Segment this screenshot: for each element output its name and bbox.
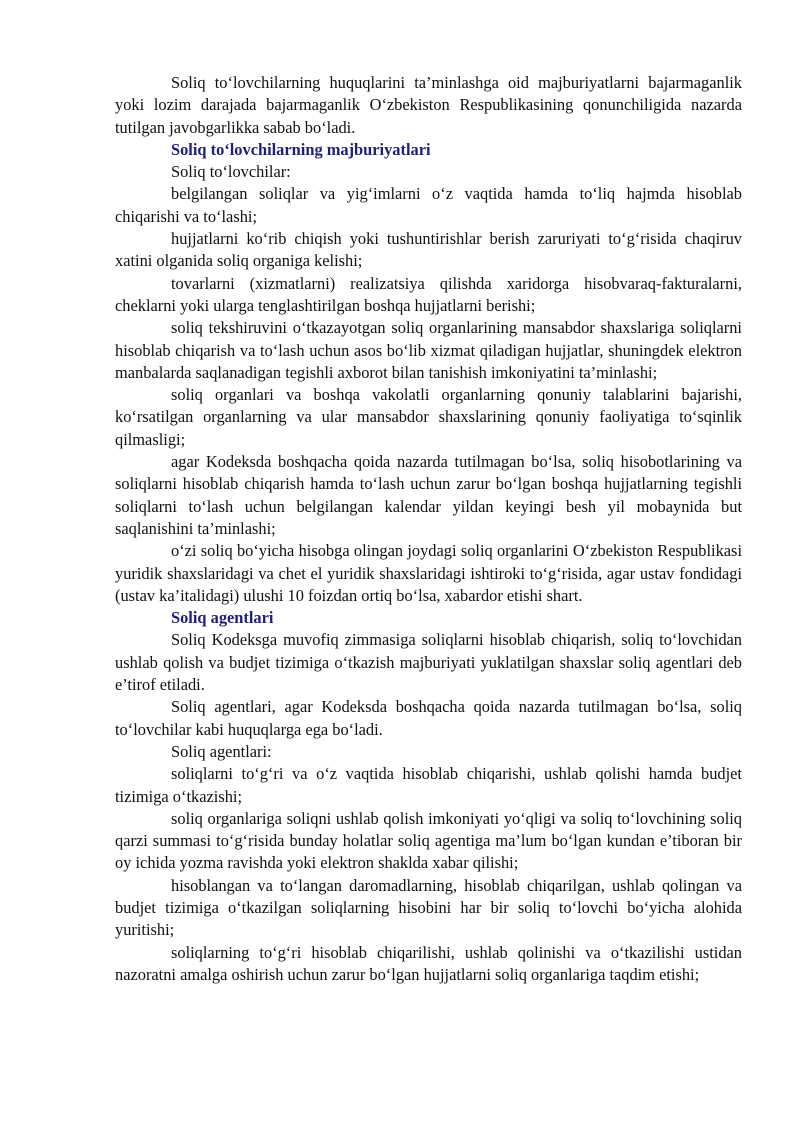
document-page	[115, 72, 742, 986]
list-item-agent-obligation: soliqlarning to‘g‘ri hisoblab chiqarilishi, ushlab qolinishi va o‘tkazilishi ustidan nazoratni amalga oshirish uchun zarur bo‘lgan hujjatlarni soliq organlariga taqdim etishi;	[115, 942, 742, 984]
paragraph-taxpayers-lead: Soliq to‘lovchilar:	[171, 162, 291, 182]
list-item-obligation: hujjatlarni ko‘rib chiqish yoki tushuntirishlar berish zaruriyati to‘g‘risida chaqiruv xatini olganida soliq organiga kelishi;	[115, 229, 742, 271]
list-item-obligation: tovarlarni (xizmatlarni) realizatsiya qilishda xaridorga hisobvaraq-fakturalarni, cheklarni yoki ularga tenglashtirilgan boshqa hujjatlarni berishi;	[115, 273, 742, 315]
paragraph-tax-agents-lead: Soliq agentlari:	[171, 741, 272, 761]
section-heading-taxpayer-obligations: Soliq to‘lovchilarning majburiyatlari	[171, 139, 431, 159]
list-item-obligation: belgilangan soliqlar va yig‘imlarni o‘z vaqtida hamda to‘liq hajmda hisoblab chiqarishi va to‘lashi;	[115, 184, 742, 226]
list-item-agent-obligation: soliqlarni to‘g‘ri va o‘z vaqtida hisoblab chiqarishi, ushlab qolishi hamda budjet tizimiga o‘tkazishi;	[115, 764, 742, 806]
paragraph-tax-agents-rights: Soliq agentlari, agar Kodeksda boshqacha qoida nazarda tutilmagan bo‘lsa, soliq to‘lovchilar kabi huquqlarga ega bo‘ladi.	[115, 697, 742, 739]
list-item-agent-obligation: soliq organlariga soliqni ushlab qolish imkoniyati yo‘qligi va soliq to‘lovchining soliq qarzi summasi to‘g‘risida bunday holatlar soliq agentiga ma’lum bo‘lgan kundan e’tiboran bir oy ichida yozma ravishda yoki elektron shaklda xabar qilishi;	[115, 808, 742, 873]
list-item-obligation: o‘zi soliq bo‘yicha hisobga olingan joydagi soliq organlarini O‘zbekiston Respublikasi yuridik shaxslaridagi va chet el yuridik shaxslaridagi ishtiroki to‘g‘risida, agar ustav fondidagi (ustav ka’italidagi) ulushi 10 foizdan ortiq bo‘lsa, xabardor etishi shart.	[115, 541, 742, 605]
section-heading-tax-agents: Soliq agentlari	[171, 608, 274, 628]
list-item-obligation: soliq organlari va boshqa vakolatli organlarning qonuniy talablarini bajarishi, ko‘rsatilgan organlarning va ular mansabdor shaxslarining qonuniy faoliyatiga to‘sqinlik qilmasligi;	[115, 385, 742, 449]
paragraph-tax-agents-definition: Soliq Kodeksga muvofiq zimmasiga soliqlarni hisoblab chiqarish, soliq to‘lovchidan ushlab qolish va budjet tizimiga o‘tkazish majburiyati yuklatilgan shaxslar soliq agentlari deb e’tirof etiladi.	[115, 630, 742, 695]
list-item-obligation: soliq tekshiruvini o‘tkazayotgan soliq organlarining mansabdor shaxslariga soliqlarni hisoblab chiqarish va to‘lash uchun asos bo‘lib xizmat qiladigan hujjatlar, shuningdek elektron manbalarda saqlanadigan tegishli axborot bilan tanishish imkoniyatini ta’minlashi;	[115, 318, 742, 382]
list-item-obligation: agar Kodeksda boshqacha qoida nazarda tutilmagan bo‘lsa, soliq hisobotlarining va soliqlarni hisoblab chiqarish hamda to‘lash uchun zarur bo‘lgan boshqa hujjatlarning tegishli soliqlarni to‘lash uchun belgilangan kalendar yildan keyingi besh yil mobaynida but saqlanishini ta’minlashi;	[115, 452, 742, 538]
paragraph-intro: Soliq to‘lovchilarning huquqlarini ta’minlashga oid majburiyatlarni bajarmaganlik yoki lozim darajada bajarmaganlik O‘zbekiston Respublikasining qonunchiligida nazarda tutilgan javobgarlikka sabab bo‘ladi.	[115, 73, 742, 137]
list-item-agent-obligation: hisoblangan va to‘langan daromadlarning, hisoblab chiqarilgan, ushlab qolingan va budjet tizimiga o‘tkazilgan soliqlarning hisobini har bir soliq to‘lovchi bo‘yicha alohida yuritishi;	[115, 875, 742, 940]
